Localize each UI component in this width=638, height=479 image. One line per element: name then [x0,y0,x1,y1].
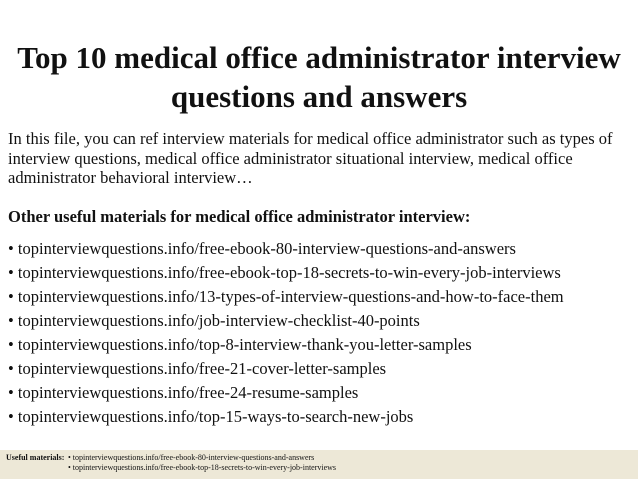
list-item[interactable]: • topinterviewquestions.info/top-15-ways-to-search-new-jobs [8,407,414,426]
materials-heading: Other useful materials for medical office administrator interview: [8,207,471,226]
footer-row [6,453,638,473]
intro-paragraph: In this file, you can ref interview materials for medical office administrator such as types of interview questions, medical office administrator situational interview, medical office administrator behavioral interview… [8,129,613,187]
footer-label: Useful materials: [6,453,65,462]
title-line-2: questions and answers [170,79,468,114]
footer-link[interactable]: • topinterviewquestions.info/free-ebook-80-interview-questions-and-answers [68,453,315,462]
list-item[interactable]: • topinterviewquestions.info/free-21-cover-letter-samples [8,359,387,378]
list-item[interactable]: • topinterviewquestions.info/free-ebook-top-18-secrets-to-win-every-job-interviews [8,263,561,282]
materials-list [8,239,564,431]
footer-bar [0,450,638,479]
list-item[interactable]: • topinterviewquestions.info/free-ebook-80-interview-questions-and-answers [8,239,516,258]
page-title [0,38,638,116]
title-line-1: Top 10 medical office administrator interview [17,40,621,75]
list-item[interactable]: • topinterviewquestions.info/job-interview-checklist-40-points [8,311,420,330]
list-item[interactable]: • topinterviewquestions.info/top-8-interview-thank-you-letter-samples [8,335,472,354]
list-item[interactable]: • topinterviewquestions.info/13-types-of-interview-questions-and-how-to-face-them [8,287,564,306]
footer-links [68,453,336,473]
footer-link[interactable]: • topinterviewquestions.info/free-ebook-top-18-secrets-to-win-every-job-interviews [68,463,337,472]
list-item[interactable]: • topinterviewquestions.info/free-24-resume-samples [8,383,359,402]
